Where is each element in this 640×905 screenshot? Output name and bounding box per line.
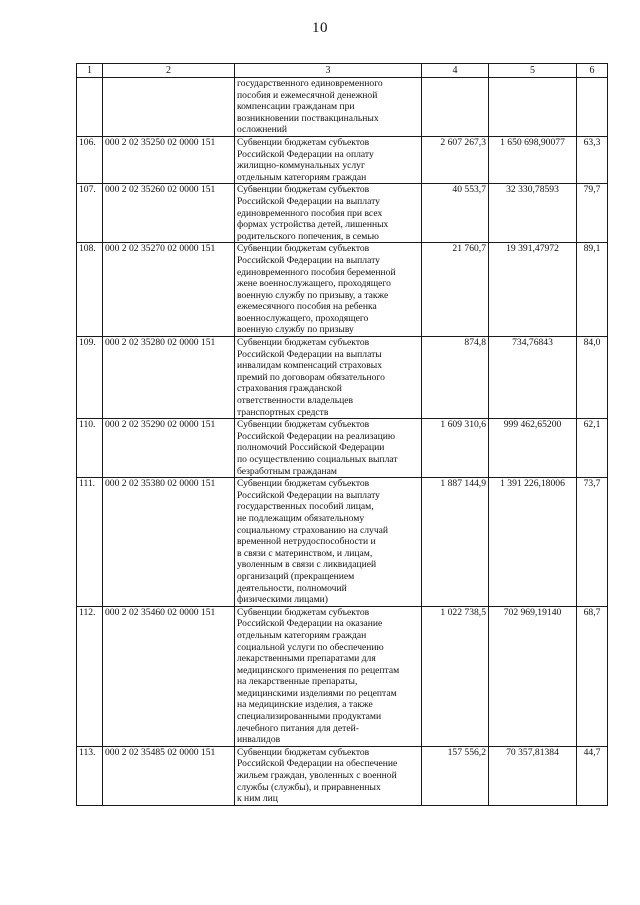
header-row: [77, 64, 608, 78]
executed-amount: 1 650 698,90077: [489, 136, 577, 183]
description-line: организаций (прекращением: [237, 570, 355, 582]
table-row: [77, 419, 608, 478]
description-line: не подлежащим обязательному: [237, 512, 365, 524]
header-cell-5: 5: [489, 64, 577, 78]
row-number: 107.: [77, 184, 103, 243]
table-body: [77, 78, 608, 806]
description-line: деятельности, полномочий: [237, 582, 347, 594]
row-description: [235, 136, 422, 183]
description-line: Субвенции бюджетам субъектов: [237, 478, 370, 490]
budget-code: 000 2 02 35270 02 0000 151: [103, 243, 235, 337]
executed-amount: 999 462,65200: [489, 419, 577, 478]
table-row: [77, 746, 608, 805]
table-row: [77, 136, 608, 183]
description-line: физическими лицами): [237, 594, 328, 606]
description-line: социальной услуги по обеспечению: [237, 641, 384, 653]
budget-code: 000 2 02 35260 02 0000 151: [103, 184, 235, 243]
description-line: Российской Федерации на реализацию: [237, 430, 396, 442]
description-line: по осуществлению социальных выплат: [237, 454, 398, 465]
description-line: единовременного пособия при всех: [237, 207, 383, 219]
row-number: 106.: [77, 136, 103, 183]
description-line: специализированными продуктами: [237, 711, 382, 723]
description-line: Российской Федерации на выплату: [237, 489, 380, 501]
description-line: лечебного питания для детей-: [237, 722, 359, 734]
header-cell-1: 1: [77, 64, 103, 78]
execution-percent: 89,1: [577, 243, 608, 337]
row-description: [235, 746, 422, 805]
row-number: 111.: [77, 478, 103, 607]
header-cell-3: 3: [235, 64, 422, 78]
header-cell-4: 4: [422, 64, 489, 78]
description-line: уволенным в связи с ликвидацией: [237, 559, 377, 571]
executed-amount: 702 969,19140: [489, 606, 577, 746]
description-line: службы (службы), и приравненных: [237, 781, 381, 793]
description-line: отдельным категориям граждан: [237, 171, 367, 183]
description-line: Субвенции бюджетам субъектов: [237, 746, 370, 758]
header-cell-6: 6: [577, 64, 608, 78]
budget-table: [76, 63, 608, 806]
description-line: Российской Федерации на выплаты: [237, 348, 382, 360]
executed-amount: 70 357,81384: [489, 746, 577, 805]
description-line: Российской Федерации на выплату: [237, 254, 380, 266]
description-line: государственного единовременного: [237, 78, 383, 89]
budget-code: 000 2 02 35380 02 0000 151: [103, 478, 235, 607]
budget-code: 000 2 02 35290 02 0000 151: [103, 419, 235, 478]
description-line: военную службу по призыву, а также: [237, 289, 389, 301]
budget-code: 000 2 02 35460 02 0000 151: [103, 606, 235, 746]
table-row: [77, 184, 608, 243]
row-description: [235, 337, 422, 419]
description-line: временной нетрудоспособности и: [237, 536, 376, 548]
budget-code: 000 2 02 35250 02 0000 151: [103, 136, 235, 183]
budget-code: [103, 78, 235, 137]
executed-amount: 19 391,47972: [489, 243, 577, 337]
executed-amount: 1 391 226,18006: [489, 478, 577, 607]
executed-amount: [489, 78, 577, 137]
row-number: 109.: [77, 337, 103, 419]
description-line: страхования гражданской: [237, 383, 342, 395]
description-line: жене военнослужащего, проходящего: [237, 278, 391, 290]
description-line: инвалидов: [237, 734, 281, 746]
row-description: [235, 478, 422, 607]
description-line: осложнений: [237, 124, 288, 136]
description-line: к ним лиц: [237, 793, 278, 805]
header-cell-2: 2: [103, 64, 235, 78]
table-row: [77, 478, 608, 607]
execution-percent: 73,7: [577, 478, 608, 607]
execution-percent: 79,7: [577, 184, 608, 243]
row-description: [235, 419, 422, 478]
description-line: государственных пособий лицам,: [237, 501, 374, 513]
description-line: Российской Федерации на выплату: [237, 195, 380, 207]
execution-percent: 44,7: [577, 746, 608, 805]
description-line: военнослужащего, проходящего: [237, 312, 369, 324]
description-line: отдельным категориям граждан: [237, 629, 367, 641]
description-line: Российской Федерации на оплату: [237, 148, 374, 160]
description-line: премий по договорам обязательного: [237, 371, 385, 383]
description-line: Субвенции бюджетам субъектов: [237, 243, 370, 255]
description-line: лекарственными препаратами для: [237, 653, 376, 665]
description-line: единовременного пособия беременной: [237, 266, 396, 278]
description-line: в связи с материнством, и лицам,: [237, 547, 373, 559]
execution-percent: 84,0: [577, 337, 608, 419]
description-line: ежемесячного пособия на ребенка: [237, 301, 377, 313]
description-line: военную службу по призыву: [237, 324, 354, 336]
row-description: [235, 78, 422, 137]
description-line: ответственности владельцев: [237, 395, 354, 407]
table-row: [77, 78, 608, 137]
executed-amount: 734,76843: [489, 337, 577, 419]
description-line: компенсации гражданам при: [237, 101, 355, 113]
description-line: полномочий Российской Федерации: [237, 442, 385, 454]
executed-amount: 32 330,78593: [489, 184, 577, 243]
description-line: социальному страхованию на случай: [237, 524, 389, 536]
description-line: инвалидам компенсаций страховых: [237, 360, 382, 372]
description-line: формах устройства детей, лишенных: [237, 219, 389, 231]
planned-amount: 1 022 738,5: [422, 606, 489, 746]
description-line: Российской Федерации на оказание: [237, 618, 383, 630]
description-line: возникновении поствакцинальных: [237, 112, 379, 124]
row-number: 113.: [77, 746, 103, 805]
execution-percent: 63,3: [577, 136, 608, 183]
row-number: 110.: [77, 419, 103, 478]
description-line: пособия и ежемесячной денежной: [237, 89, 378, 101]
budget-code: 000 2 02 35485 02 0000 151: [103, 746, 235, 805]
execution-percent: 62,1: [577, 419, 608, 478]
planned-amount: 1 609 310,6: [422, 419, 489, 478]
row-description: [235, 606, 422, 746]
planned-amount: 874,8: [422, 337, 489, 419]
execution-percent: 68,7: [577, 606, 608, 746]
description-line: безработным гражданам: [237, 465, 337, 477]
row-description: [235, 184, 422, 243]
description-line: Субвенции бюджетам субъектов: [237, 337, 370, 349]
description-line: медицинскими изделиями по рецептам: [237, 687, 397, 699]
budget-code: 000 2 02 35280 02 0000 151: [103, 337, 235, 419]
description-line: жилищно-коммунальных услуг: [237, 160, 365, 172]
description-line: Российской Федерации на обеспечение: [237, 758, 398, 770]
row-number: 108.: [77, 243, 103, 337]
row-number: [77, 78, 103, 137]
table-row: [77, 337, 608, 419]
planned-amount: 157 556,2: [422, 746, 489, 805]
description-line: на лекарственные препараты,: [237, 676, 358, 688]
table-row: [77, 243, 608, 337]
description-line: Субвенции бюджетам субъектов: [237, 606, 370, 618]
planned-amount: 2 607 267,3: [422, 136, 489, 183]
planned-amount: 21 760,7: [422, 243, 489, 337]
table-row: [77, 606, 608, 746]
description-line: медицинского применения по рецептам: [237, 664, 400, 676]
description-line: жильем граждан, уволенных с военной: [237, 770, 397, 782]
planned-amount: [422, 78, 489, 137]
row-description: [235, 243, 422, 337]
description-line: транспортных средств: [237, 406, 329, 418]
description-line: Субвенции бюджетам субъектов: [237, 184, 370, 196]
execution-percent: [577, 78, 608, 137]
planned-amount: 1 887 144,9: [422, 478, 489, 607]
description-line: Субвенции бюджетам субъектов: [237, 419, 370, 431]
description-line: Субвенции бюджетам субъектов: [237, 136, 370, 148]
description-line: на медицинские изделия, а также: [237, 699, 373, 711]
planned-amount: 40 553,7: [422, 184, 489, 243]
row-number: 112.: [77, 606, 103, 746]
description-line: родительского попечения, в семью: [237, 230, 379, 242]
page-number: 10: [312, 20, 328, 36]
